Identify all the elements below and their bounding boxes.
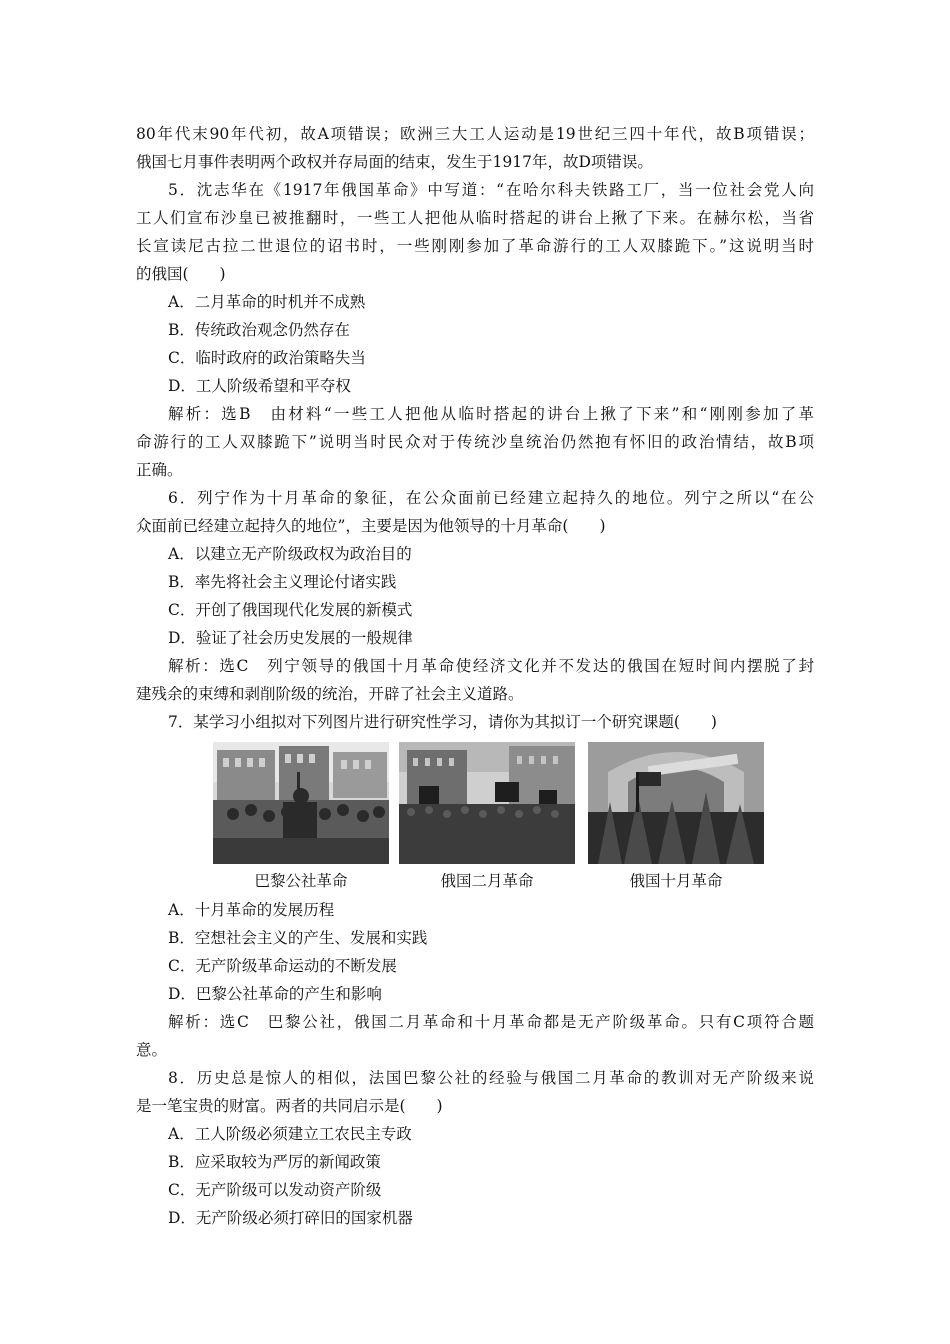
paris-commune-image bbox=[213, 742, 389, 864]
option-b: B．传统政治观念仍然存在 bbox=[168, 321, 350, 339]
option-a: A．二月革命的时机并不成熟 bbox=[168, 293, 366, 311]
analysis-line: 解析：选C 巴黎公社，俄国二月革命和十月革命都是无产阶级革命。只有C项符合题 bbox=[168, 1013, 814, 1031]
option-a: A．十月革命的发展历程 bbox=[168, 901, 335, 919]
analysis-line: 解析：选B 由材料“一些工人把他从临时搭起的讲台上揪了下来”和“刚刚参加了革 bbox=[168, 405, 814, 423]
caption-row bbox=[136, 866, 814, 896]
option-b: B．空想社会主义的产生、发展和实践 bbox=[168, 929, 428, 947]
text-line: 俄国七月事件表明两个政权并存局面的结束，发生于1917年，故D项错误。 bbox=[136, 153, 653, 171]
question-7 bbox=[136, 708, 814, 1064]
option-c: C．无产阶级革命运动的不断发展 bbox=[168, 957, 397, 975]
analysis-line: 建残余的束缚和剥削阶级的统治，开辟了社会主义道路。 bbox=[136, 685, 524, 703]
option-c: C．开创了俄国现代化发展的新模式 bbox=[168, 601, 413, 619]
question-8 bbox=[136, 1064, 814, 1232]
analysis-line: 意。 bbox=[136, 1041, 168, 1059]
analysis-line: 解析：选C 列宁领导的俄国十月革命使经济文化并不发达的俄国在短时间内摆脱了封 bbox=[168, 657, 814, 675]
option-a: A．工人阶级必须建立工农民主专政 bbox=[168, 1125, 412, 1143]
option-c: C．临时政府的政治策略失当 bbox=[168, 349, 366, 367]
analysis-line: 正确。 bbox=[136, 461, 183, 479]
option-a: A．以建立无产阶级政权为政治目的 bbox=[168, 545, 412, 563]
caption-february-revolution: 俄国二月革命 bbox=[440, 872, 534, 890]
option-d: D．无产阶级必须打碎旧的国家机器 bbox=[168, 1209, 413, 1227]
question-stem-line: 众面前已经建立起持久的地位”，主要是因为他领导的十月革命( ) bbox=[136, 517, 606, 535]
february-revolution-image bbox=[399, 742, 575, 864]
question-6 bbox=[136, 484, 814, 708]
image-row bbox=[136, 742, 814, 866]
question-stem-line: 5．沈志华在《1917年俄国革命》中写道：“在哈尔科夫铁路工厂，当一位社会党人向 bbox=[168, 181, 814, 199]
question-stem-line: 8．历史总是惊人的相似，法国巴黎公社的经验与俄国二月革命的教训对无产阶级来说 bbox=[168, 1069, 814, 1087]
option-d: D．工人阶级希望和平夺权 bbox=[168, 377, 351, 395]
question-stem-line: 6．列宁作为十月革命的象征，在公众面前已经建立起持久的地位。列宁之所以“在公 bbox=[168, 489, 814, 507]
question-stem-line: 是一笔宝贵的财富。两者的共同启示是( ) bbox=[136, 1097, 443, 1115]
document-body bbox=[136, 120, 814, 1232]
caption-paris-commune: 巴黎公社革命 bbox=[254, 872, 348, 890]
caption-october-revolution: 俄国十月革命 bbox=[629, 872, 723, 890]
october-revolution-image bbox=[588, 742, 764, 864]
option-c: C．无产阶级可以发动资产阶级 bbox=[168, 1181, 382, 1199]
option-b: B．率先将社会主义理论付诸实践 bbox=[168, 573, 397, 591]
option-d: D．巴黎公社革命的产生和影响 bbox=[168, 985, 382, 1003]
question-stem-line: 7．某学习小组拟对下列图片进行研究性学习，请你为其拟订一个研究课题( ) bbox=[168, 713, 717, 731]
text-line: 80年代末90年代初，故A项错误；欧洲三大工人运动是19世纪三四十年代，故B项错误； bbox=[136, 125, 814, 143]
analysis-line: 命游行的工人双膝跪下”说明当时民众对于传统沙皇统治仍然抱有怀旧的政治情结，故B项 bbox=[136, 433, 814, 451]
option-d: D．验证了社会历史发展的一般规律 bbox=[168, 629, 413, 647]
question-stem-line: 工人们宣布沙皇已被推翻时，一些工人把他从临时搭起的讲台上揪了下来。在赫尔松，当省 bbox=[136, 209, 814, 227]
question-stem-line: 的俄国( ) bbox=[136, 265, 226, 283]
question-5 bbox=[136, 176, 814, 484]
question-stem-line: 长宣读尼古拉二世退位的诏书时，一些刚刚参加了革命游行的工人双膝跪下。”这说明当时 bbox=[136, 237, 814, 255]
option-b: B．应采取较为严厉的新闻政策 bbox=[168, 1153, 381, 1171]
